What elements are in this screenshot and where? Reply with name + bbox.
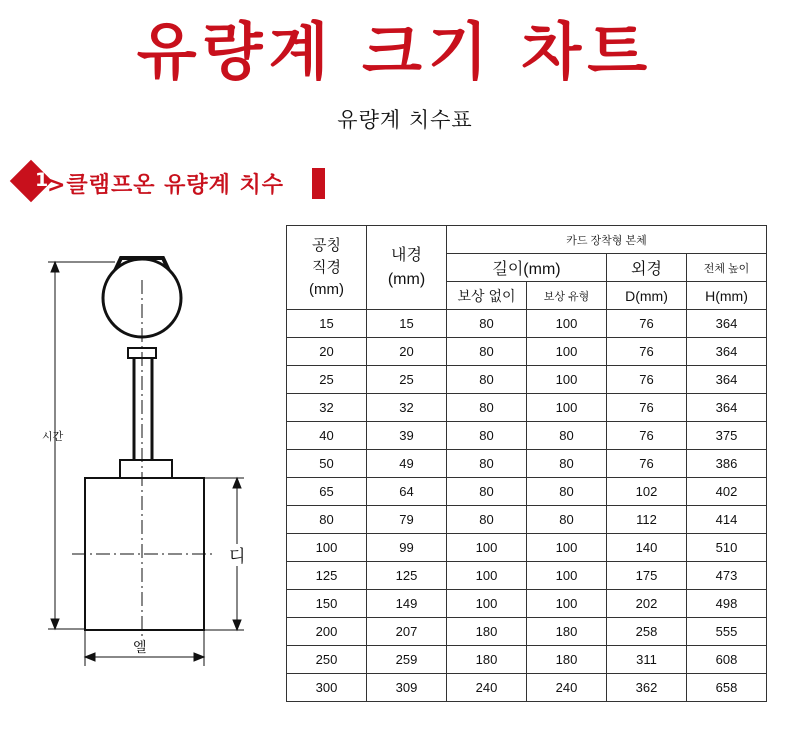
cell-nominal: 200 <box>287 618 367 646</box>
cell-outer-d: 76 <box>607 394 687 422</box>
table-row <box>287 618 767 646</box>
table-row <box>287 646 767 674</box>
cell-nominal: 300 <box>287 674 367 702</box>
dimension-l-label: 엘 <box>133 640 147 656</box>
cell-length-comp: 240 <box>527 674 607 702</box>
cell-nominal: 250 <box>287 646 367 674</box>
mounting-block <box>120 460 172 478</box>
cell-inner: 25 <box>367 366 447 394</box>
table-row <box>287 394 767 422</box>
table-row <box>287 338 767 366</box>
table-row <box>287 506 767 534</box>
header-h-unit: H(mm) <box>687 282 767 310</box>
cell-length-comp: 80 <box>527 422 607 450</box>
dimension-table <box>286 225 767 702</box>
flowmeter-dimension-diagram <box>0 220 260 680</box>
cell-outer-d: 112 <box>607 506 687 534</box>
cell-outer-d: 76 <box>607 450 687 478</box>
cell-height-h: 510 <box>687 534 767 562</box>
cell-length-comp: 100 <box>527 366 607 394</box>
cell-length-no-comp: 180 <box>447 618 527 646</box>
cell-nominal: 125 <box>287 562 367 590</box>
cell-length-no-comp: 180 <box>447 646 527 674</box>
cell-length-no-comp: 80 <box>447 506 527 534</box>
cell-length-no-comp: 80 <box>447 366 527 394</box>
header-compensation: 보상 유형 <box>527 282 607 310</box>
cell-length-comp: 100 <box>527 338 607 366</box>
header-total-height: 전체 높이 <box>687 254 767 282</box>
cell-length-no-comp: 80 <box>447 478 527 506</box>
cell-length-comp: 100 <box>527 590 607 618</box>
table-row <box>287 366 767 394</box>
cell-length-comp: 100 <box>527 394 607 422</box>
cell-nominal: 100 <box>287 534 367 562</box>
cell-height-h: 608 <box>687 646 767 674</box>
header-inner-diameter: 내경 (mm) <box>367 226 447 310</box>
cell-height-h: 364 <box>687 394 767 422</box>
cell-inner: 32 <box>367 394 447 422</box>
cell-height-h: 658 <box>687 674 767 702</box>
cell-length-no-comp: 80 <box>447 310 527 338</box>
cell-inner: 49 <box>367 450 447 478</box>
section-title: >클램프온 유량계 치수 <box>47 173 285 198</box>
dimension-h-label: 시간 <box>42 430 64 443</box>
cell-length-no-comp: 80 <box>447 338 527 366</box>
cell-inner: 125 <box>367 562 447 590</box>
cell-inner: 64 <box>367 478 447 506</box>
cell-length-no-comp: 100 <box>447 562 527 590</box>
cell-nominal: 40 <box>287 422 367 450</box>
cell-height-h: 375 <box>687 422 767 450</box>
cell-length-comp: 180 <box>527 618 607 646</box>
cell-length-comp: 80 <box>527 478 607 506</box>
cell-outer-d: 140 <box>607 534 687 562</box>
cell-height-h: 414 <box>687 506 767 534</box>
table-row <box>287 534 767 562</box>
cell-inner: 149 <box>367 590 447 618</box>
cell-nominal: 80 <box>287 506 367 534</box>
cell-height-h: 402 <box>687 478 767 506</box>
cell-length-no-comp: 100 <box>447 534 527 562</box>
cell-inner: 259 <box>367 646 447 674</box>
section-heading <box>12 160 332 204</box>
cell-outer-d: 175 <box>607 562 687 590</box>
table-row <box>287 310 767 338</box>
table-row <box>287 450 767 478</box>
cell-length-comp: 100 <box>527 562 607 590</box>
cell-inner: 39 <box>367 422 447 450</box>
section-number: 1 <box>35 169 49 191</box>
cell-length-no-comp: 80 <box>447 422 527 450</box>
cell-outer-d: 258 <box>607 618 687 646</box>
cell-length-no-comp: 240 <box>447 674 527 702</box>
cell-height-h: 498 <box>687 590 767 618</box>
cell-inner: 99 <box>367 534 447 562</box>
cell-height-h: 364 <box>687 310 767 338</box>
cell-nominal: 65 <box>287 478 367 506</box>
cell-outer-d: 102 <box>607 478 687 506</box>
header-d-unit: D(mm) <box>607 282 687 310</box>
cell-inner: 15 <box>367 310 447 338</box>
cell-height-h: 386 <box>687 450 767 478</box>
cell-height-h: 364 <box>687 366 767 394</box>
cell-outer-d: 311 <box>607 646 687 674</box>
dimension-d-label: 디 <box>229 547 246 567</box>
header-card-body: 카드 장착형 본체 <box>447 226 767 254</box>
cell-length-comp: 100 <box>527 534 607 562</box>
cell-nominal: 25 <box>287 366 367 394</box>
cell-outer-d: 76 <box>607 338 687 366</box>
cell-inner: 79 <box>367 506 447 534</box>
cell-height-h: 473 <box>687 562 767 590</box>
header-outer-diameter: 외경 <box>607 254 687 282</box>
table-row <box>287 478 767 506</box>
cell-outer-d: 76 <box>607 422 687 450</box>
cell-nominal: 150 <box>287 590 367 618</box>
cell-nominal: 15 <box>287 310 367 338</box>
cell-nominal: 32 <box>287 394 367 422</box>
cell-outer-d: 202 <box>607 590 687 618</box>
header-no-compensation: 보상 없이 <box>447 282 527 310</box>
table-row <box>287 562 767 590</box>
header-length: 길이(mm) <box>447 254 607 282</box>
cell-outer-d: 76 <box>607 366 687 394</box>
cell-length-no-comp: 80 <box>447 450 527 478</box>
cell-length-comp: 180 <box>527 646 607 674</box>
cell-length-comp: 80 <box>527 506 607 534</box>
cell-length-no-comp: 100 <box>447 590 527 618</box>
cell-length-comp: 80 <box>527 450 607 478</box>
header-nominal-diameter: 공칭 직경 (mm) <box>287 226 367 310</box>
table-row <box>287 674 767 702</box>
cell-nominal: 50 <box>287 450 367 478</box>
cell-height-h: 364 <box>687 338 767 366</box>
table-row <box>287 590 767 618</box>
table-row <box>287 422 767 450</box>
cell-length-comp: 100 <box>527 310 607 338</box>
page-subtitle: 유량계 치수표 <box>337 108 473 132</box>
cell-inner: 20 <box>367 338 447 366</box>
section-accent-bar <box>312 168 325 199</box>
cell-inner: 309 <box>367 674 447 702</box>
cell-outer-d: 76 <box>607 310 687 338</box>
page-title: 유량계 크기 차트 <box>136 15 654 88</box>
cell-inner: 207 <box>367 618 447 646</box>
cell-length-no-comp: 80 <box>447 394 527 422</box>
cell-nominal: 20 <box>287 338 367 366</box>
cell-outer-d: 362 <box>607 674 687 702</box>
cell-height-h: 555 <box>687 618 767 646</box>
